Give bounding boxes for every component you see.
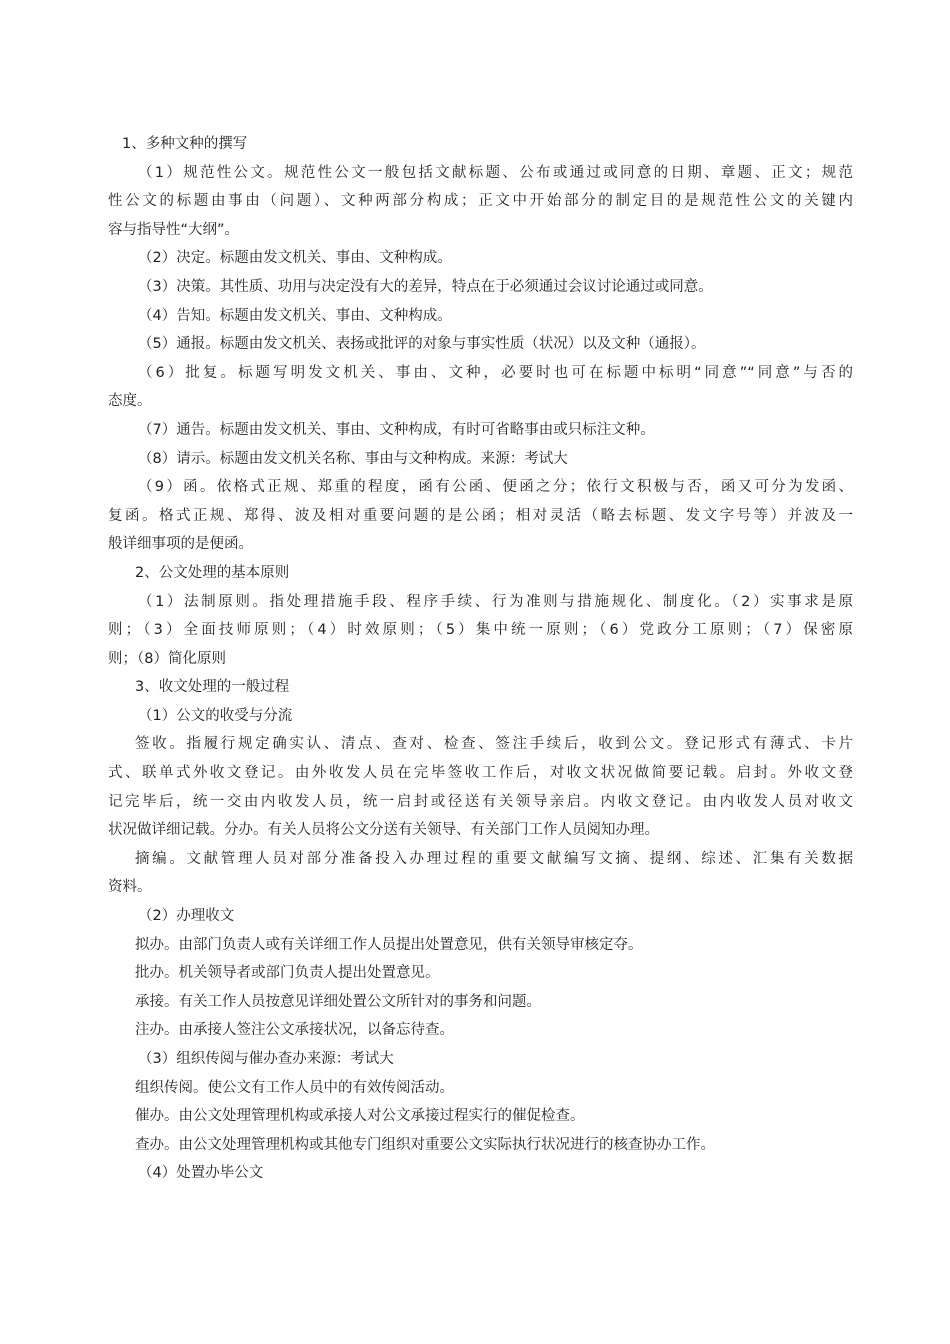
text-line: 拟办。由部门负责人或有关详细工作人员提出处置意见，供有关领导审核定夺。 bbox=[135, 936, 643, 953]
text-line: 催办。由公文处理管理机构或承接人对公文承接过程实行的催促检查。 bbox=[135, 1108, 585, 1125]
text-line: 签收。指履行规定确实认、清点、查对、检查、签注手续后，收到公文。登记形式有薄式、卡片 bbox=[135, 736, 853, 753]
text-line: （4）告知。标题由发文机关、事由、文种构成。 bbox=[138, 307, 452, 324]
text-line: （1）规范性公文。规范性公文一般包括文献标题、公布或通过或同意的日期、章题、正文；规范 bbox=[138, 164, 853, 181]
text-line: 容与指导性“大纲”。 bbox=[108, 221, 240, 238]
document-body bbox=[108, 130, 853, 1188]
text-line: （2）决定。标题由发文机关、事由、文种构成。 bbox=[138, 250, 452, 267]
text-line: 则；（8）简化原则 bbox=[108, 650, 226, 667]
text-line: （8）请示。标题由发文机关名称、事由与文种构成。来源：考试大 bbox=[138, 450, 568, 467]
text-line: 摘编。文献管理人员对部分准备投入办理过程的重要文献编写文摘、提纲、综述、汇集有关数据 bbox=[135, 850, 853, 867]
subheading: （2）办理收文 bbox=[138, 908, 235, 925]
text-line: （1）法制原则。指处理措施手段、程序手续、行为准则与措施规化、制度化。（2）实事求是原 bbox=[138, 593, 853, 610]
subheading: （4）处置办毕公文 bbox=[138, 1165, 264, 1182]
text-line: 式、联单式外收文登记。由外收发人员在完毕签收工作后，对收文状况做简要记载。启封。外收文登 bbox=[108, 765, 853, 782]
text-line: 组织传阅。使公文有工作人员中的有效传阅活动。 bbox=[135, 1079, 454, 1096]
text-line: （6）批复。标题写明发文机关、事由、文种，必要时也可在标题中标明“同意”“同意”与否的 bbox=[138, 364, 853, 381]
text-line: 批办。机关领导者或部门负责人提出处置意见。 bbox=[135, 965, 440, 982]
text-line: 查办。由公文处理管理机构或其他专门组织对重要公文实际执行状况进行的核查协办工作。 bbox=[135, 1136, 715, 1153]
text-line: （3）决策。其性质、功用与决定没有大的差异，特点在于必须通过会议讨论通过或同意。 bbox=[138, 278, 713, 295]
text-line: 复函。格式正规、郑得、波及相对重要问题的是公函；相对灵活（略去标题、发文字号等）并波及一 bbox=[108, 507, 853, 524]
text-line: 性公文的标题由事由（问题）、文种两部分构成；正文中开始部分的制定目的是规范性公文的关键内 bbox=[108, 193, 853, 210]
text-line: 资料。 bbox=[108, 879, 152, 896]
heading-section-1: 1、多种文种的撰写 bbox=[122, 136, 248, 152]
subheading: （3）组织传阅与催办查办来源：考试大 bbox=[138, 1051, 394, 1067]
heading-section-2: 2、公文处理的基本原则 bbox=[135, 564, 290, 581]
text-line: 承接。有关工作人员按意见详细处置公文所针对的事务和问题。 bbox=[135, 993, 541, 1010]
text-line: 态度。 bbox=[108, 393, 152, 410]
text-line: 注办。由承接人签注公文承接状况，以备忘待查。 bbox=[135, 1022, 454, 1039]
text-line: 记完毕后，统一交由内收发人员，统一启封或径送有关领导亲启。内收文登记。由内收发人员对收文 bbox=[108, 793, 853, 810]
text-line: （7）通告。标题由发文机关、事由、文种构成，有时可省略事由或只标注文种。 bbox=[138, 421, 655, 438]
heading-section-3: 3、收文处理的一般过程 bbox=[135, 679, 290, 696]
subheading: （1）公文的收受与分流 bbox=[138, 707, 293, 724]
text-line: 状况做详细记载。分办。有关人员将公文分送有关领导、有关部门工作人员阅知办理。 bbox=[108, 822, 659, 839]
text-line: 则；（3）全面技师原则；（4）时效原则；（5）集中统一原则；（6）党政分工原则；（7）保密原 bbox=[108, 622, 853, 639]
text-line: 般详细事项的是便函。 bbox=[108, 536, 253, 553]
text-line: （5）通报。标题由发文机关、表扬或批评的对象与事实性质（状况）以及文种（通报）。 bbox=[138, 336, 706, 353]
text-line: （9）函。依格式正规、郑重的程度，函有公函、便函之分；依行文积极与否，函又可分为发函、 bbox=[138, 479, 853, 496]
